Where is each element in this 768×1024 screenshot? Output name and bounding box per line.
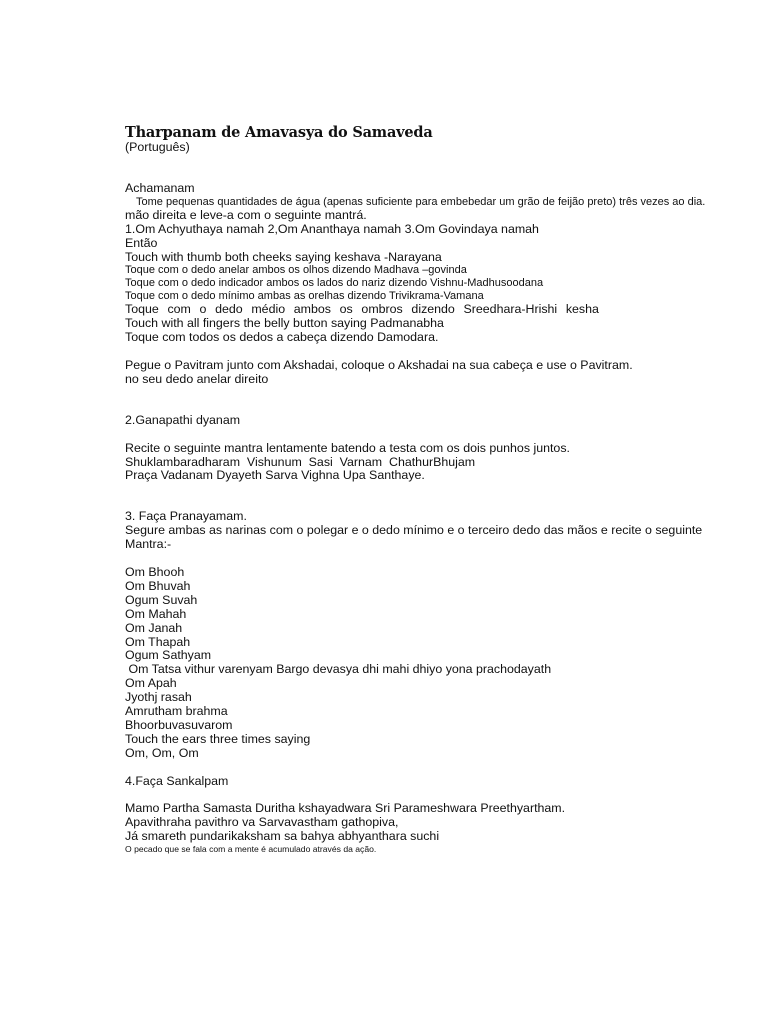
document-subtitle: (Português) <box>125 140 190 154</box>
achamanam-heading: Achamanam <box>125 180 195 195</box>
justified-word: Toque <box>125 302 159 317</box>
mantra-line: Om Thapah <box>125 634 191 649</box>
justified-word: o <box>199 302 207 317</box>
ganapathi-line: Praça Vadanam Dyayeth Sarva Vighna Upa Santhaye. <box>125 468 425 483</box>
mantra-line: Ogum Suvah <box>125 592 198 607</box>
achamanam-line: Toque com o dedo indicador ambos os lados do nariz dizendo Vishnu-Madhusoodana <box>125 277 544 290</box>
justified-word: os <box>339 302 353 317</box>
mantra-line: Bhoorbuvasuvarom <box>125 717 233 732</box>
mantra-line: Ogum Sathyam <box>125 648 212 663</box>
pavitram-line: no seu dedo anelar direito <box>125 371 269 386</box>
ganapathi-line: Shuklambaradharam Vishunum Sasi Varnam ChathurBhujam <box>125 454 476 469</box>
mantra-line: Om Mahah <box>125 606 187 621</box>
justified-word: médio <box>251 302 286 317</box>
achamanam-line: 1.Om Achyuthaya namah 2,Om Ananthaya namah 3.Om Govindaya namah <box>125 221 539 236</box>
ganapathi-line: Recite o seguinte mantra lentamente batendo a testa com os dois punhos juntos. <box>125 440 570 455</box>
justified-word: dizendo <box>411 302 455 317</box>
justified-word: dedo <box>215 302 243 317</box>
mantra-line: Touch the ears three times saying <box>125 731 311 746</box>
mantra-line: Om Bhooh <box>125 564 185 579</box>
achamanam-line: Toque com o dedo mínimo ambas as orelhas dizendo Trivikrama-Vamana <box>125 290 484 303</box>
sankalpam-line: Já smareth pundarikaksham sa bahya abhyanthara suchi <box>125 829 440 844</box>
justified-word: Sreedhara-Hrishi <box>463 302 558 317</box>
achamanam-line: Touch with thumb both cheeks saying keshava -Narayana <box>125 249 442 264</box>
pranayamam-line: Segure ambas as narinas com o polegar e o dedo mínimo e o terceiro dedo das mãos e recite o seguinte <box>125 523 703 538</box>
pavitram-line: Pegue o Pavitram junto com Akshadai, coloque o Akshadai na sua cabeça e use o Pavitram. <box>125 358 633 373</box>
mantra-line: Jyothj rasah <box>125 690 192 705</box>
mantra-line: Om Apah <box>125 676 177 691</box>
mantra-line: Om, Om, Om <box>125 745 199 760</box>
achamanam-line: Tome pequenas quantidades de água (apenas suficiente para embebedar um grão de feijão preto) três vezes ao dia. <box>136 195 706 208</box>
ganapathi-heading: 2.Ganapathi dyanam <box>125 412 241 427</box>
mantra-line: Om Tatsa vithur varenyam Bargo devasya dhi mahi dhiyo yona prachodayath <box>125 662 552 677</box>
mantra-line: Om Janah <box>125 620 183 635</box>
pranayamam-line: Mantra:- <box>125 537 172 552</box>
document-content <box>125 124 733 855</box>
achamanam-line: Touch with all fingers the belly button saying Padmanabha <box>125 316 444 331</box>
achamanam-line: Toque com o dedo anelar ambos os olhos dizendo Madhava –govinda <box>125 264 467 277</box>
sankalpam-heading: 4.Faça Sankalpam <box>125 773 229 788</box>
achamanam-line: Toque com todos os dedos a cabeça dizendo Damodara. <box>125 330 439 345</box>
document-title: Tharpanam de Amavasya do Samaveda <box>125 124 433 141</box>
sankalpam-footnote: O pecado que se fala com a mente é acumulado através da ação. <box>125 844 377 855</box>
sankalpam-line: Mamo Partha Samasta Duritha kshayadwara Sri Parameshwara Preethyartham. <box>125 801 566 816</box>
justified-word: com <box>167 302 191 317</box>
sankalpam-line: Apavithraha pavithro va Sarvavastham gathopiva, <box>125 815 399 830</box>
achamanam-justified-line <box>125 303 599 317</box>
justified-word: ombros <box>361 302 403 317</box>
achamanam-line: mão direita e leve-a com o seguinte mantrá. <box>125 207 367 222</box>
justified-word: ambos <box>293 302 331 317</box>
mantra-line: Amrutham brahma <box>125 704 228 719</box>
pranayamam-heading: 3. Faça Pranayamam. <box>125 509 247 524</box>
mantra-line: Om Bhuvah <box>125 578 191 593</box>
achamanam-line: Então <box>125 235 158 250</box>
justified-word: kesha <box>565 302 599 317</box>
